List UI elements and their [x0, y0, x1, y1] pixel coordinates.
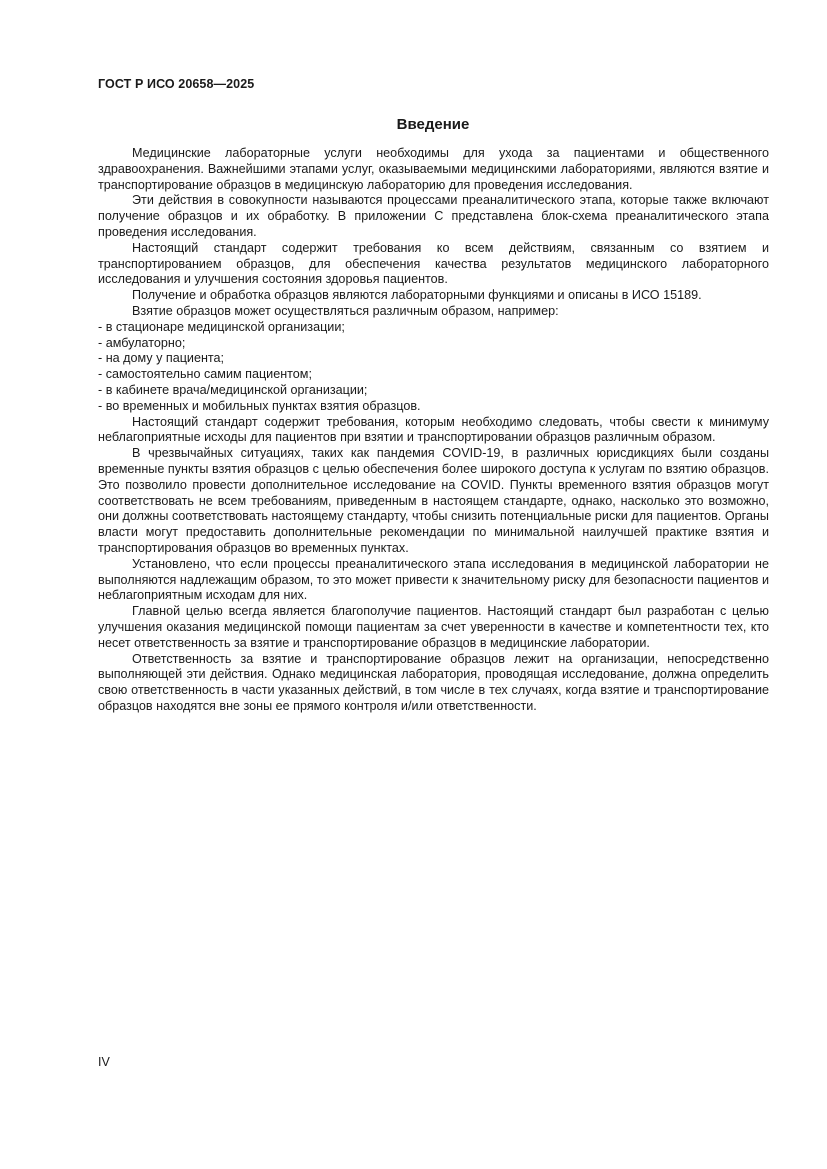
paragraph: Эти действия в совокупности называются процессами преаналитического этапа, которые также включают получение образцов и их обработку. В приложении С представлена блок-схема преаналитического этапа проведения исследования.	[98, 193, 769, 239]
list-item: - во временных и мобильных пунктах взятия образцов.	[98, 398, 421, 413]
paragraph: Взятие образцов может осуществляться различным образом, например:	[132, 303, 559, 318]
list-item: - самостоятельно самим пациентом;	[98, 367, 312, 382]
list-item: - на дому у пациента;	[98, 351, 225, 366]
section-title: Введение	[396, 116, 470, 133]
standard-code-header: ГОСТ Р ИСО 20658—2025	[98, 77, 255, 91]
paragraph: Настоящий стандарт содержит требования ко всем действиям, связанным со взятием и транспортированием образцов, для обеспечения качества результатов медицинского лабораторного исследования и улучшения состояния здоровья пациентов.	[98, 240, 769, 287]
page-number: IV	[98, 1055, 110, 1069]
list-item: - в стационаре медицинской организации;	[98, 319, 345, 334]
paragraph: Главной целью всегда является благополучие пациентов. Настоящий стандарт был разработан с целью улучшения оказания медицинской помощи пациентам за счет уверенности в качестве и компетентности тех, кто несет ответственность за взятие и транспортирование образцов в медицинские лаборатории.	[98, 604, 769, 650]
paragraph: Ответственность за взятие и транспортирование образцов лежит на организации, непосредственно выполняющей эти действия. Однако медицинская лаборатория, проводящая исследование, должна определить свою ответственность в части указанных действий, в том числе в тех случаях, когда взятие и транспортирование образцов находятся вне зоны ее прямого контроля и/или ответственности.	[98, 651, 769, 713]
list-item: - амбулаторно;	[98, 335, 186, 350]
paragraph: В чрезвычайных ситуациях, таких как пандемия COVID-19, в различных юрисдикциях были созданы временные пункты взятия образцов с целью обеспечения более широкого доступа к услугам по взятию образцов. Это позволило провести дополнительное исследование на COVID. Пункты временного взятия образцов могут соответствовать не всем требованиям, приведенным в настоящем стандарте, однако, насколько это возможно, они должны соответствовать настоящему стандарту, чтобы снизить потенциальные риски для пациентов. Органы власти могут предоставить дополнительные рекомендации по минимальной наилучшей практике взятия и транспортирования образцов во временных пунктах.	[98, 446, 769, 555]
paragraph: Медицинские лабораторные услуги необходимы для ухода за пациентами и общественного здравоохранения. Важнейшими этапами услуг, оказываемыми медицинскими лабораториями, являются взятие и транспортирование образцов в медицинскую лабораторию для проведения исследования.	[98, 146, 769, 192]
introduction-body	[98, 146, 769, 715]
paragraph: Установлено, что если процессы преаналитического этапа исследования в медицинской лаборатории не выполняются надлежащим образом, то это может привести к значительному риску для безопасности пациентов и неблагоприятным исходам для них.	[98, 556, 769, 603]
list-item: - в кабинете врача/медицинской организации;	[98, 382, 368, 397]
paragraph: Получение и обработка образцов являются лабораторными функциями и описаны в ИСО 15189.	[132, 288, 702, 303]
paragraph: Настоящий стандарт содержит требования, которым необходимо следовать, чтобы свести к минимуму неблагоприятные исходы для пациентов при взятии и транспортировании образцов различным образом.	[98, 414, 769, 445]
